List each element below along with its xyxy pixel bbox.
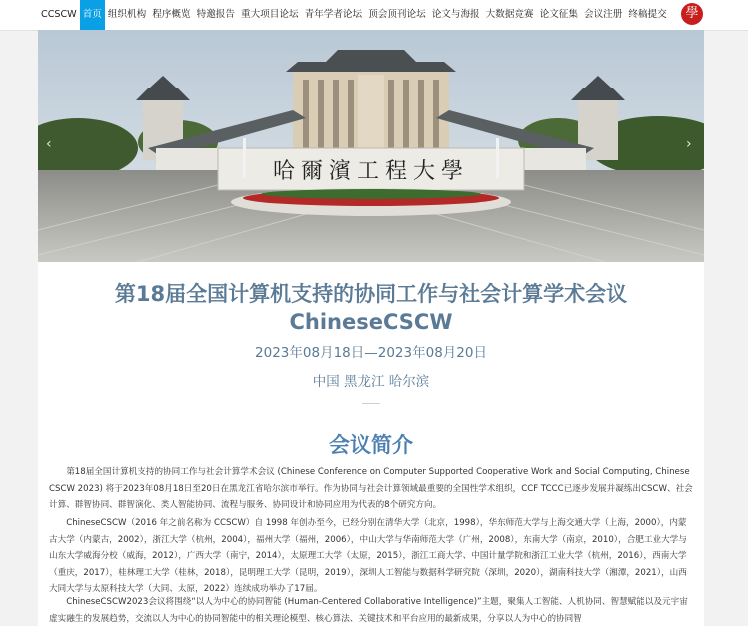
- svg-text:哈爾濱工程大學: 哈爾濱工程大學: [272, 159, 470, 184]
- nav-item-1[interactable]: 首页: [80, 0, 105, 30]
- hero-banner-image: [38, 30, 704, 262]
- main-content: [38, 30, 704, 626]
- nav-item-12[interactable]: 终稿提交: [628, 9, 667, 20]
- top-navigation-bar: [0, 0, 748, 31]
- intro-paragraph-3: ChineseCSCW2023会议将围绕“以人为中心的协同智能 (Human-Centered Collaborative Intelligence)”主题，聚集人工智能、人机协同、智慧赋能以及元宇宙虚实融生的发展趋势，交流以人为中心的协同智能中的相关理论模型、核心算法、关键技术和平台应用的最新成果，分享以人为中心的协同智: [49, 597, 688, 624]
- nav-menu: [38, 0, 670, 30]
- conference-dates: 2023年08月18日—2023年08月20日: [255, 345, 487, 361]
- carousel-prev-arrow[interactable]: ‹: [46, 136, 52, 152]
- nav-item-8[interactable]: 论文与海报: [431, 9, 480, 20]
- nav-item-6[interactable]: 青年学者论坛: [304, 9, 363, 20]
- nav-item-4[interactable]: 特邀报告: [196, 9, 235, 20]
- intro-heading: 会议简介: [329, 433, 413, 457]
- conference-title-line2: ChineseCSCW: [289, 310, 453, 334]
- nav-item-brand[interactable]: CCSCW: [41, 9, 77, 20]
- intro-paragraph-2: ChineseCSCW（2016 年之前名称为 CCSCW）自 1998 年创办至今，已经分别在清华大学（北京，1998），华东师范大学与上海交通大学（上海，2000），内蒙古大学（内蒙古，2002），浙江大学（杭州，2004），福州大学（福州，2006），中山大学与华南师范大学（广州，2008），东南大学（南京，2010），合肥工业大学与山东大学威海分校（威海，2012），广西大学（南宁，2014），太原理工大学（太原，2015），浙江工商大学、中国计量学院和浙江工业大学（杭州，2016），西南大学（重庆，2017），桂林理工大学（桂林，2018），昆明理工大学（昆明，2019），深圳人工智能与数据科学研究院（深圳，2020），湖南科技大学（湘潭，2021），山西大同大学与太原科技大学（大同、太原，2022）连续成功举办了17届。: [49, 518, 687, 595]
- nav-item-3[interactable]: 程序概览: [152, 9, 191, 20]
- conference-title: [38, 280, 704, 336]
- nav-item-5[interactable]: 重大项目论坛: [241, 9, 299, 20]
- nav-item-7[interactable]: 顶会顶刊论坛: [368, 9, 426, 20]
- nav-item-11[interactable]: 会议注册: [584, 9, 623, 20]
- conference-location: 中国 黑龙江 哈尔滨: [312, 374, 430, 390]
- carousel-next-arrow[interactable]: ›: [686, 136, 692, 152]
- divider: [362, 403, 380, 404]
- nav-item-2[interactable]: 组织机构: [107, 9, 147, 20]
- campus-photo: [38, 30, 704, 262]
- nav-item-9[interactable]: 大数据竞赛: [485, 9, 534, 20]
- university-logo[interactable]: 學: [681, 3, 703, 25]
- intro-paragraph-1: 第18届全国计算机支持的协同工作与社会计算学术会议 (Chinese Conference on Computer Supported Cooperative Work and Social Computing, ChineseCSCW 2023) 将于2023年08月18日至20日在黑龙江省哈尔滨市举行。作为协同与社会计算领域最重要的全国性学术组织，CCF TCCC已逐步发展并凝练出CSCW、社会计算、群智协同、群智演化、类人智能协同、流程与服务、协同设计和协同应用为代表的8个研究方向。: [49, 467, 693, 511]
- nav-item-10[interactable]: 论文征集: [539, 9, 578, 20]
- conference-title-line1: 第18届全国计算机支持的协同工作与社会计算学术会议: [114, 282, 628, 306]
